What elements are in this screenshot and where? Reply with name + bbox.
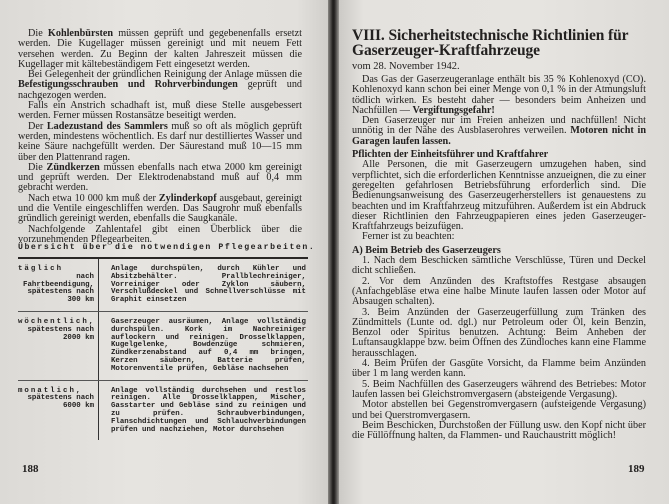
tasks-cell: Anlage durchspülen, durch Kühler und Absitzbehälter. Prallblechreiniger, Vorreiniger oder Zyklon säubern, Verschlußdeckel und Schnellverschlüsse mit Graphit einsetzen: [111, 265, 306, 305]
text-run: Falls ein Anstrich schadhaft ist, muß diese Stelle ausgebessert werden. Ferner müssen Rostansätze beseitigt werden.: [18, 100, 302, 122]
right-body-text: [352, 75, 646, 441]
paragraph: [352, 277, 646, 308]
interval-label: wöchentlich,: [18, 317, 96, 326]
paragraph: [18, 194, 302, 225]
interval-detail: nach Fahrtbeendigung, spätestens nach 300 km: [23, 272, 94, 305]
text-run: Der: [28, 120, 47, 132]
text-run: 4. Beim Prüfen der Gasgüte Vorsicht, da Flamme beim Anzünden über 1 m lang werden kann.: [352, 358, 646, 380]
bold-term: Vergiftungsgefahr!: [412, 104, 495, 116]
paragraph: [352, 116, 646, 147]
text-run: 1. Nach dem Beschicken sämtliche Verschlüsse, Türen und Deckel dicht schließen.: [352, 255, 646, 277]
tasks-cell: Gaserzeuger ausräumen, Anlage vollständig durchspülen. Kork im Nachreiniger auflockern und reinigen. Drosselklappen, Kugelgelenke, Bowdenzüge schmieren, Zündkerzenabstand auf 0,4 mm bringen, Kerzen säubern, Batterie prüfen, Motorenventile prüfen, Gebläse nachsehen: [111, 317, 306, 373]
interval-label: monatlich,: [18, 386, 83, 395]
left-body-text: [18, 29, 302, 245]
text-run: 2. Vor dem Anzünden des Kraftstoffes Restgase absaugen (Anfachgebläse etwa eine halbe Minute laufen lassen oder Motor auf Absaugen schalten).: [352, 275, 646, 308]
paragraph: [352, 256, 646, 277]
paragraph: [18, 29, 302, 70]
left-page: [0, 0, 330, 504]
interval-label: täglich: [18, 265, 64, 273]
bold-term: Befestigungsschrauben und Rohrverbindungen: [18, 79, 238, 91]
bold-term: Kohlenbürsten: [47, 28, 114, 39]
paragraph: [352, 308, 646, 359]
bold-term: Zylinderkopf: [158, 192, 217, 204]
text-run: Pflichten der Einheitsführer und Kraftfahrer: [352, 149, 549, 161]
text-run: Ferner ist zu beachten:: [362, 231, 455, 243]
table-row: [18, 312, 308, 381]
paragraph: [352, 232, 646, 242]
text-run: Nach etwa 10 000 km muß der: [28, 192, 159, 204]
interval-detail: spätestens nach 2000 km: [27, 325, 94, 342]
right-page: [337, 0, 669, 504]
interval-detail: spätestens nach 6000 km: [27, 394, 94, 411]
text-run: Die: [28, 161, 47, 173]
book-gutter: [328, 0, 339, 504]
paragraph: [18, 122, 302, 163]
text-run: müssen ebenfalls nach etwa 2000 km gereinigt und geprüft werden. Der Elektrodenabstand muß auf 0,4 mm gebracht werden.: [18, 161, 302, 194]
page-number-right: 189: [628, 463, 645, 475]
text-run: Motor abstellen bei Gegenstromvergasern (aufsteigende Vergasung) und bei Querstromvergasern.: [352, 399, 646, 421]
paragraph: [352, 359, 646, 380]
text-run: 5. Beim Nachfüllen des Gaserzeugers während des Betriebes: Motor laufen lassen bei Gleichstromvergasern (absteigende Vergasung).: [352, 378, 646, 400]
text-run: Die: [28, 28, 48, 39]
paragraph: [18, 101, 302, 122]
table-row: [18, 381, 308, 441]
text-run: Das Gas der Gaserzeugeranlage enthält bis 35 % Kohlenoxyd (CO). Kohlenoxyd kann schon bei einer Menge von 0,1 % in der Atmungsluft tödlich wirken. Es besteht daher — besonders beim Anheizen und Nachfüllen —: [352, 74, 646, 116]
paragraph: [352, 380, 646, 401]
text-run: A) Beim Betrieb des Gaserzeugers: [352, 244, 501, 256]
interval-cell: [18, 312, 99, 380]
paragraph: [352, 421, 646, 442]
text-run: ausgebaut, gereinigt und die Ventile eingeschliffen werden. Das Saugrohr muß ebenfalls gründlich gereinigt werden, ebenfalls die Saugkanäle.: [18, 192, 302, 225]
paragraph: [352, 400, 646, 421]
text-run: müssen geprüft und gegebenenfalls ersetzt werden. Die Kugellager müssen gereinigt und mit neuem Fett versehen werden. Zu Beginn der kalten Jahreszeit müssen die Kugellager mit kältebeständigem Fett eingesetzt werden.: [18, 28, 302, 70]
text-run: Den Gaserzeuger nur im Freien anheizen und nachfüllen! Nicht unnötig in der Nähe des Ausblaserohres verweilen.: [352, 115, 646, 137]
bold-term: Motoren nicht in Garagen laufen lassen.: [352, 125, 646, 147]
text-run: muß so oft als möglich geprüft werden, mindestens wöchentlich. Es darf nur destilliertes Wasser und keine Säure nachgefüllt werden. Der Säurestand muß 10—15 mm über den Plattenrand ragen.: [18, 120, 302, 163]
maintenance-table: [18, 257, 308, 440]
paragraph: [18, 70, 302, 101]
interval-cell: [18, 381, 99, 441]
paragraph: [352, 75, 646, 116]
paragraph: [18, 163, 302, 194]
page-number-left: 188: [22, 463, 39, 475]
text-run: Nachfolgende Zahlentafel gibt einen Überblick über die vorzunehmenden Pflegearbeiten.: [18, 223, 302, 245]
interval-cell: [18, 259, 99, 311]
tasks-cell: Anlage vollständig durchsehen und restlos reinigen. Alle Drosselklappen, Mischer, Gasstarter und Gebläse sind zu reinigen und zu prüfen. Schraubverbindungen, Flanschdichtungen und Schlauchverbindungen prüfen und nachziehen, Motor durchsehen: [111, 386, 306, 434]
bold-term: Ladezustand des Sammlers: [46, 120, 168, 132]
chapter-title: VIII. Sicherheitstechnische Richtlinien für Gaserzeuger-Kraftfahrzeuge: [352, 27, 629, 59]
paragraph: [352, 160, 646, 232]
text-run: 3. Beim Anzünden der Gaserzeugerfüllung zum Tränken des Zündmittels (Lunte od. dgl.) nur Petroleum oder Öl, kein Benzin, Benzol oder Spiritus benutzen. Achtung: Beim Anheben der Luftansaugklappe bzw. beim Öffnen des Zündloches kann eine Flamme herausschlagen.: [352, 306, 646, 359]
text-run: Bei Gelegenheit der gründlichen Reinigung der Anlage müssen die: [28, 69, 302, 81]
table-row: [18, 259, 308, 312]
text-run: Alle Personen, die mit Gaserzeugern umzugehen haben, sind verpflichtet, sich die erforderlichen Kenntnisse anzueignen, die zu einer geregelten gefahrlosen Betriebsführung erforderlich sind. Die Bedienungsanweisung des Gaserzeugerherstellers ist genauestens zu beachten und im Kraftfahrzeug mitzuführen. Außerdem ist ein Abdruck dieser Richtlinien den Fahrzeugpapieren eines jeden Gaserzeuger-Kraftfahrzeugs beizufügen.: [352, 159, 646, 233]
text-run: Beim Beschicken, Durchstoßen der Füllung usw. den Kopf nicht über die Füllöffnung halten, da Flammen- und Rauchaustritt möglich!: [352, 419, 646, 442]
text-run: geprüft und nachgezogen werden.: [18, 79, 303, 101]
table-caption: Übersicht über die notwendigen Pflegearbeiten.: [18, 243, 316, 252]
bold-term: Zündkerzen: [46, 161, 100, 173]
chapter-date: vom 28. November 1942.: [352, 61, 460, 72]
